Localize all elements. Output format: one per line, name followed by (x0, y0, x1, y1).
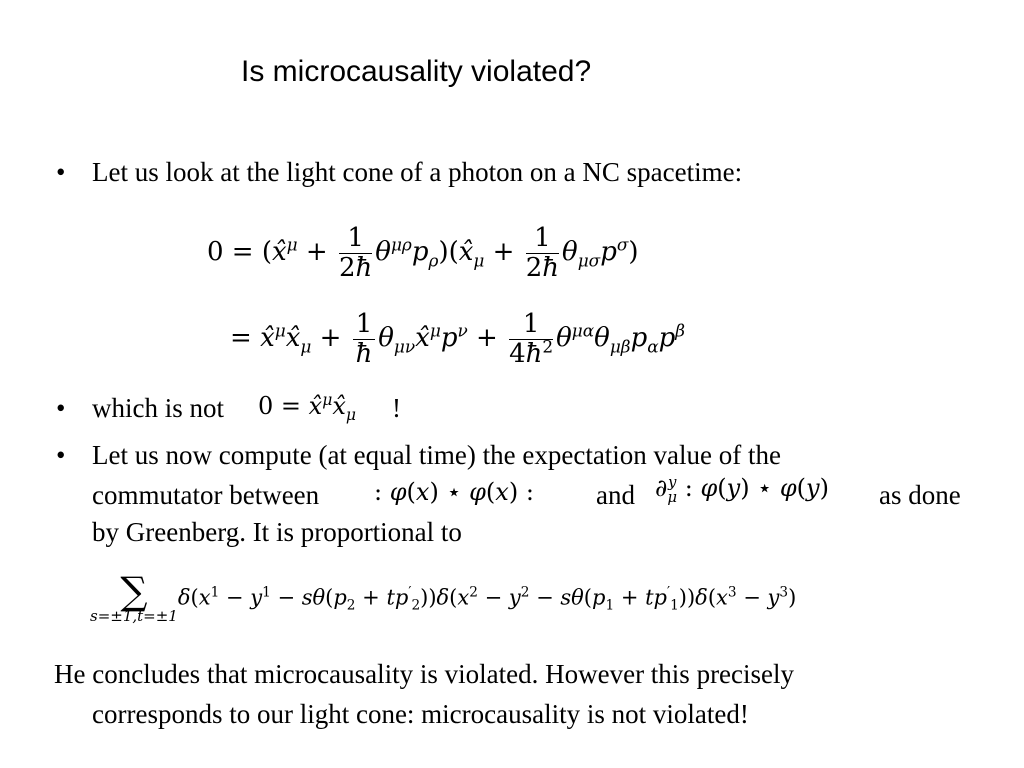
bullet-marker: • (56, 157, 66, 187)
bullet-2-exclamation: ! (392, 393, 401, 423)
slide-title: Is microcausality violated? (241, 55, 592, 88)
bullet-marker: • (56, 393, 66, 423)
equation-line-2: = $x̂^\mu x̂_\mu$ + $\frac{1}{ħ}$ $\theta_{\mu\nu}x̂^\mu p^\nu$ + $\frac{1}{4ħ^2}$ $\theta^{\mu\alpha}\theta_{\mu\beta}p_\alpha p^\beta$ (230, 309, 686, 369)
bullet-3-line-3: by Greenberg. It is proportional to (92, 517, 462, 547)
conclusion-line-1: He concludes that microcausality is violated. However this precisely (54, 659, 795, 689)
equation-line-1: 0 = (x̂$^\mu$ + $\frac{1}{2ħ}$ $\theta^{\mu\rho}p_\rho)(x̂_\mu$ + $\frac{1}{2ħ}$ $\theta_{\mu\sigma}p^\sigma$) (207, 223, 639, 283)
conclusion-line-2: corresponds to our light cone: microcausality is not violated! (92, 699, 749, 729)
bullet-3-and: and (596, 480, 635, 510)
sum-expression: ∑ s=±1,t=±1 $\delta(x^1 - y^1 - s\theta(p_2 + tp'_2))\delta(x^2 - y^2 - s\theta(p_1 + tp'_1))\delta(x^3 - y^3)$ (90, 569, 797, 625)
not-equal-expression: $0 = x̂^\mu x̂_\mu$ (258, 391, 357, 424)
phi-x-expression: : φ(x) ⋆ φ(x) : (374, 478, 534, 506)
bullet-marker: • (56, 440, 66, 470)
bullet-3-commutator-text: commutator between (92, 480, 320, 510)
bullet-3-line-1: Let us now compute (at equal time) the expectation value of the (92, 440, 782, 470)
bullet-2-text: which is not (92, 393, 224, 423)
bullet-3-as-done: as done (879, 480, 961, 510)
phi-y-expression: ∂ y μ : φ(y) ⋆ φ(y) (655, 472, 829, 506)
bullet-1-text: Let us look at the light cone of a photon on a NC spacetime: (92, 157, 743, 187)
